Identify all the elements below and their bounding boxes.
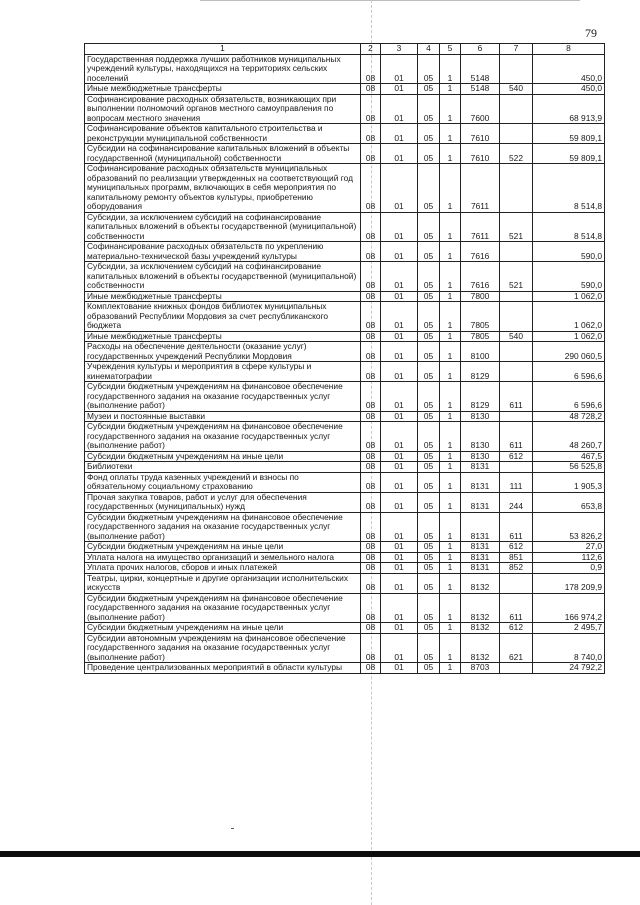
top-scan-rule bbox=[200, 0, 580, 1]
program-code-cell: 05 bbox=[418, 342, 440, 362]
expense-type-cell: 522 bbox=[500, 144, 533, 164]
subsection-code-cell: 01 bbox=[381, 411, 418, 422]
subsection-code-cell: 01 bbox=[381, 573, 418, 593]
column-header-3: 3 bbox=[381, 44, 418, 55]
subprogram-code-cell: 1 bbox=[440, 411, 461, 422]
section-code-cell: 08 bbox=[361, 291, 381, 302]
row-name-cell: Комплектование книжных фондов библиотек муниципальных образований Республики Мордовия за счет республиканского бюджета bbox=[85, 302, 361, 332]
subsection-code-cell: 01 bbox=[381, 492, 418, 512]
subsection-code-cell: 01 bbox=[381, 262, 418, 292]
amount-cell: 178 209,9 bbox=[533, 573, 605, 593]
program-code-cell: 05 bbox=[418, 542, 440, 553]
row-name-cell: Государственная поддержка лучших работников муниципальных учреждений культуры, находящихся на территориях сельских поселений bbox=[85, 54, 361, 84]
subsection-code-cell: 01 bbox=[381, 623, 418, 634]
subsection-code-cell: 01 bbox=[381, 94, 418, 124]
subsection-code-cell: 01 bbox=[381, 422, 418, 452]
expense-type-cell bbox=[500, 94, 533, 124]
expense-type-cell: 540 bbox=[500, 84, 533, 95]
table-row bbox=[85, 633, 605, 663]
section-code-cell: 08 bbox=[361, 563, 381, 574]
expense-type-cell: 621 bbox=[500, 633, 533, 663]
table-row bbox=[85, 302, 605, 332]
section-code-cell: 08 bbox=[361, 462, 381, 473]
table-row bbox=[85, 144, 605, 164]
target-code-cell: 8131 bbox=[461, 552, 500, 563]
table-row bbox=[85, 492, 605, 512]
table-row bbox=[85, 462, 605, 473]
program-code-cell: 05 bbox=[418, 362, 440, 382]
subprogram-code-cell: 1 bbox=[440, 164, 461, 213]
table-row bbox=[85, 124, 605, 144]
program-code-cell: 05 bbox=[418, 462, 440, 473]
table-row bbox=[85, 512, 605, 542]
row-name-cell: Уплата прочих налогов, сборов и иных платежей bbox=[85, 563, 361, 574]
expense-type-cell: 521 bbox=[500, 212, 533, 242]
program-code-cell: 05 bbox=[418, 124, 440, 144]
amount-cell: 1 062,0 bbox=[533, 302, 605, 332]
section-code-cell: 08 bbox=[361, 573, 381, 593]
amount-cell: 8 514,8 bbox=[533, 164, 605, 213]
page-number: 79 bbox=[585, 26, 597, 40]
target-code-cell: 8100 bbox=[461, 342, 500, 362]
subprogram-code-cell: 1 bbox=[440, 593, 461, 623]
program-code-cell: 05 bbox=[418, 451, 440, 462]
table-row bbox=[85, 563, 605, 574]
subprogram-code-cell: 1 bbox=[440, 262, 461, 292]
section-code-cell: 08 bbox=[361, 411, 381, 422]
row-name-cell: Библиотеки bbox=[85, 462, 361, 473]
amount-cell: 653,8 bbox=[533, 492, 605, 512]
target-code-cell: 8129 bbox=[461, 382, 500, 412]
amount-cell: 1 062,0 bbox=[533, 291, 605, 302]
subsection-code-cell: 01 bbox=[381, 342, 418, 362]
program-code-cell: 05 bbox=[418, 212, 440, 242]
subsection-code-cell: 01 bbox=[381, 563, 418, 574]
expense-type-cell: 540 bbox=[500, 331, 533, 342]
column-header-1: 1 bbox=[85, 44, 361, 55]
subsection-code-cell: 01 bbox=[381, 512, 418, 542]
row-name-cell: Софинансирование объектов капитального строительства и реконструкции муниципальной собственности bbox=[85, 124, 361, 144]
amount-cell: 59 809,1 bbox=[533, 144, 605, 164]
subprogram-code-cell: 1 bbox=[440, 552, 461, 563]
table-row bbox=[85, 382, 605, 412]
section-code-cell: 08 bbox=[361, 542, 381, 553]
amount-cell: 290 060,5 bbox=[533, 342, 605, 362]
row-name-cell: Субсидии бюджетным учреждениям на финансовое обеспечение государственного задания на оказание государственных услуг (выполнение работ) bbox=[85, 422, 361, 452]
target-code-cell: 8129 bbox=[461, 362, 500, 382]
amount-cell: 166 974,2 bbox=[533, 593, 605, 623]
section-code-cell: 08 bbox=[361, 164, 381, 213]
subsection-code-cell: 01 bbox=[381, 331, 418, 342]
subprogram-code-cell: 1 bbox=[440, 342, 461, 362]
program-code-cell: 05 bbox=[418, 472, 440, 492]
expense-type-cell bbox=[500, 342, 533, 362]
table-row bbox=[85, 593, 605, 623]
column-header-5: 5 bbox=[440, 44, 461, 55]
target-code-cell: 8131 bbox=[461, 563, 500, 574]
amount-cell: 0,9 bbox=[533, 563, 605, 574]
subprogram-code-cell: 1 bbox=[440, 492, 461, 512]
subprogram-code-cell: 1 bbox=[440, 291, 461, 302]
section-code-cell: 08 bbox=[361, 342, 381, 362]
expense-type-cell: 611 bbox=[500, 382, 533, 412]
row-name-cell: Иные межбюджетные трансферты bbox=[85, 291, 361, 302]
table-row bbox=[85, 212, 605, 242]
target-code-cell: 8132 bbox=[461, 573, 500, 593]
expense-type-cell: 111 bbox=[500, 472, 533, 492]
table-row bbox=[85, 472, 605, 492]
expense-type-cell: 852 bbox=[500, 563, 533, 574]
subprogram-code-cell: 1 bbox=[440, 633, 461, 663]
table-row bbox=[85, 552, 605, 563]
amount-cell: 6 596,6 bbox=[533, 362, 605, 382]
target-code-cell: 7610 bbox=[461, 144, 500, 164]
program-code-cell: 05 bbox=[418, 593, 440, 623]
table-row bbox=[85, 54, 605, 84]
table-row bbox=[85, 663, 605, 674]
row-name-cell: Субсидии бюджетным учреждениям на финансовое обеспечение государственного задания на оказание государственных услуг (выполнение работ) bbox=[85, 512, 361, 542]
subsection-code-cell: 01 bbox=[381, 593, 418, 623]
table-row bbox=[85, 422, 605, 452]
target-code-cell: 7616 bbox=[461, 242, 500, 262]
expense-type-cell bbox=[500, 411, 533, 422]
subprogram-code-cell: 1 bbox=[440, 362, 461, 382]
table-row bbox=[85, 623, 605, 634]
target-code-cell: 8132 bbox=[461, 633, 500, 663]
target-code-cell: 5148 bbox=[461, 84, 500, 95]
target-code-cell: 5148 bbox=[461, 54, 500, 84]
section-code-cell: 08 bbox=[361, 144, 381, 164]
amount-cell: 56 525,8 bbox=[533, 462, 605, 473]
subprogram-code-cell: 1 bbox=[440, 462, 461, 473]
program-code-cell: 05 bbox=[418, 552, 440, 563]
target-code-cell: 7610 bbox=[461, 124, 500, 144]
amount-cell: 8 514,8 bbox=[533, 212, 605, 242]
expense-type-cell: 612 bbox=[500, 623, 533, 634]
section-code-cell: 08 bbox=[361, 623, 381, 634]
program-code-cell: 05 bbox=[418, 242, 440, 262]
amount-cell: 450,0 bbox=[533, 54, 605, 84]
program-code-cell: 05 bbox=[418, 633, 440, 663]
section-code-cell: 08 bbox=[361, 422, 381, 452]
subsection-code-cell: 01 bbox=[381, 54, 418, 84]
subprogram-code-cell: 1 bbox=[440, 242, 461, 262]
expense-type-cell: 611 bbox=[500, 512, 533, 542]
target-code-cell: 7611 bbox=[461, 212, 500, 242]
expense-type-cell: 521 bbox=[500, 262, 533, 292]
amount-cell: 68 913,9 bbox=[533, 94, 605, 124]
section-code-cell: 08 bbox=[361, 242, 381, 262]
column-header-7: 7 bbox=[500, 44, 533, 55]
amount-cell: 53 826,2 bbox=[533, 512, 605, 542]
subprogram-code-cell: 1 bbox=[440, 94, 461, 124]
target-code-cell: 8131 bbox=[461, 462, 500, 473]
program-code-cell: 05 bbox=[418, 492, 440, 512]
expense-type-cell bbox=[500, 462, 533, 473]
section-code-cell: 08 bbox=[361, 54, 381, 84]
program-code-cell: 05 bbox=[418, 512, 440, 542]
table-row bbox=[85, 573, 605, 593]
section-code-cell: 08 bbox=[361, 472, 381, 492]
section-code-cell: 08 bbox=[361, 492, 381, 512]
target-code-cell: 8131 bbox=[461, 472, 500, 492]
section-code-cell: 08 bbox=[361, 512, 381, 542]
amount-cell: 8 740,0 bbox=[533, 633, 605, 663]
table-row bbox=[85, 84, 605, 95]
subprogram-code-cell: 1 bbox=[440, 144, 461, 164]
header-row bbox=[85, 44, 605, 55]
table-row bbox=[85, 164, 605, 213]
section-code-cell: 08 bbox=[361, 212, 381, 242]
subsection-code-cell: 01 bbox=[381, 124, 418, 144]
row-name-cell: Субсидии, за исключением субсидий на софинансирование капитальных вложений в объекты государственной (муниципальной) собственности bbox=[85, 212, 361, 242]
subsection-code-cell: 01 bbox=[381, 382, 418, 412]
program-code-cell: 05 bbox=[418, 563, 440, 574]
section-code-cell: 08 bbox=[361, 633, 381, 663]
target-code-cell: 8131 bbox=[461, 542, 500, 553]
row-name-cell: Софинансирование расходных обязательств, возникающих при выполнении полномочий органов местного самоуправления по вопросам местного значения bbox=[85, 94, 361, 124]
program-code-cell: 05 bbox=[418, 331, 440, 342]
target-code-cell: 8130 bbox=[461, 422, 500, 452]
program-code-cell: 05 bbox=[418, 411, 440, 422]
expense-type-cell bbox=[500, 164, 533, 213]
table-row bbox=[85, 242, 605, 262]
program-code-cell: 05 bbox=[418, 262, 440, 292]
amount-cell: 2 495,7 bbox=[533, 623, 605, 634]
row-name-cell: Субсидии бюджетным учреждениям на иные цели bbox=[85, 451, 361, 462]
subsection-code-cell: 01 bbox=[381, 302, 418, 332]
target-code-cell: 8132 bbox=[461, 593, 500, 623]
row-name-cell: Учреждения культуры и мероприятия в сфере культуры и кинематографии bbox=[85, 362, 361, 382]
expense-type-cell: 612 bbox=[500, 542, 533, 553]
subsection-code-cell: 01 bbox=[381, 552, 418, 563]
amount-cell: 1 905,3 bbox=[533, 472, 605, 492]
subprogram-code-cell: 1 bbox=[440, 542, 461, 553]
subsection-code-cell: 01 bbox=[381, 164, 418, 213]
row-name-cell: Уплата налога на имущество организаций и земельного налога bbox=[85, 552, 361, 563]
subsection-code-cell: 01 bbox=[381, 451, 418, 462]
subprogram-code-cell: 1 bbox=[440, 663, 461, 674]
section-code-cell: 08 bbox=[361, 84, 381, 95]
program-code-cell: 05 bbox=[418, 94, 440, 124]
row-name-cell: Субсидии бюджетным учреждениям на финансовое обеспечение государственного задания на оказание государственных услуг (выполнение работ) bbox=[85, 593, 361, 623]
section-code-cell: 08 bbox=[361, 552, 381, 563]
program-code-cell: 05 bbox=[418, 302, 440, 332]
target-code-cell: 7800 bbox=[461, 291, 500, 302]
target-code-cell: 7611 bbox=[461, 164, 500, 213]
target-code-cell: 7805 bbox=[461, 331, 500, 342]
column-header-2: 2 bbox=[361, 44, 381, 55]
column-header-4: 4 bbox=[418, 44, 440, 55]
target-code-cell: 8130 bbox=[461, 411, 500, 422]
subsection-code-cell: 01 bbox=[381, 663, 418, 674]
subsection-code-cell: 01 bbox=[381, 472, 418, 492]
subprogram-code-cell: 1 bbox=[440, 84, 461, 95]
target-code-cell: 8130 bbox=[461, 451, 500, 462]
subsection-code-cell: 01 bbox=[381, 84, 418, 95]
row-name-cell: Софинансирование расходных обязательств муниципальных образований по реализации утвержденных на соответствующий год муниципальных программ, включающих в себя мероприятия по капитальному ремонту объектов культуры, приобретению оборудования bbox=[85, 164, 361, 213]
section-code-cell: 08 bbox=[361, 362, 381, 382]
section-code-cell: 08 bbox=[361, 302, 381, 332]
target-code-cell: 8131 bbox=[461, 512, 500, 542]
amount-cell: 1 062,0 bbox=[533, 331, 605, 342]
row-name-cell: Расходы на обеспечение деятельности (оказание услуг) государственных учреждений Республики Мордовия bbox=[85, 342, 361, 362]
program-code-cell: 05 bbox=[418, 164, 440, 213]
program-code-cell: 05 bbox=[418, 54, 440, 84]
row-name-cell: Проведение централизованных мероприятий в области культуры bbox=[85, 663, 361, 674]
row-name-cell: Иные межбюджетные трансферты bbox=[85, 331, 361, 342]
subsection-code-cell: 01 bbox=[381, 144, 418, 164]
expense-type-cell bbox=[500, 573, 533, 593]
program-code-cell: 05 bbox=[418, 382, 440, 412]
program-code-cell: 05 bbox=[418, 422, 440, 452]
row-name-cell: Фонд оплаты труда казенных учреждений и взносы по обязательному социальному страхованию bbox=[85, 472, 361, 492]
row-name-cell: Театры, цирки, концертные и другие организации исполнительских искусств bbox=[85, 573, 361, 593]
amount-cell: 27,0 bbox=[533, 542, 605, 553]
amount-cell: 590,0 bbox=[533, 242, 605, 262]
amount-cell: 450,0 bbox=[533, 84, 605, 95]
amount-cell: 24 792,2 bbox=[533, 663, 605, 674]
row-name-cell: Субсидии бюджетным учреждениям на финансовое обеспечение государственного задания на оказание государственных услуг (выполнение работ) bbox=[85, 382, 361, 412]
subprogram-code-cell: 1 bbox=[440, 472, 461, 492]
section-code-cell: 08 bbox=[361, 663, 381, 674]
subprogram-code-cell: 1 bbox=[440, 331, 461, 342]
target-code-cell: 7805 bbox=[461, 302, 500, 332]
bottom-border-line bbox=[0, 851, 640, 857]
subprogram-code-cell: 1 bbox=[440, 573, 461, 593]
expense-type-cell: 612 bbox=[500, 451, 533, 462]
expense-type-cell: 851 bbox=[500, 552, 533, 563]
amount-cell: 48 728,2 bbox=[533, 411, 605, 422]
expense-type-cell: 244 bbox=[500, 492, 533, 512]
table-row bbox=[85, 94, 605, 124]
target-code-cell: 7600 bbox=[461, 94, 500, 124]
subprogram-code-cell: 1 bbox=[440, 422, 461, 452]
subsection-code-cell: 01 bbox=[381, 291, 418, 302]
subsection-code-cell: 01 bbox=[381, 212, 418, 242]
table-row bbox=[85, 542, 605, 553]
subsection-code-cell: 01 bbox=[381, 362, 418, 382]
expense-type-cell bbox=[500, 54, 533, 84]
subprogram-code-cell: 1 bbox=[440, 382, 461, 412]
row-name-cell: Субсидии бюджетным учреждениям на иные цели bbox=[85, 623, 361, 634]
column-header-8: 8 bbox=[533, 44, 605, 55]
subprogram-code-cell: 1 bbox=[440, 623, 461, 634]
scan-mark bbox=[231, 828, 234, 829]
row-name-cell: Субсидии на софинансирование капитальных вложений в объекты государственной (муниципальной) собственности bbox=[85, 144, 361, 164]
table-row bbox=[85, 451, 605, 462]
subprogram-code-cell: 1 bbox=[440, 124, 461, 144]
row-name-cell: Музеи и постоянные выставки bbox=[85, 411, 361, 422]
target-code-cell: 7616 bbox=[461, 262, 500, 292]
subprogram-code-cell: 1 bbox=[440, 563, 461, 574]
row-name-cell: Субсидии автономным учреждениям на финансовое обеспечение государственного задания на оказание государственных услуг (выполнение работ) bbox=[85, 633, 361, 663]
section-code-cell: 08 bbox=[361, 124, 381, 144]
subsection-code-cell: 01 bbox=[381, 542, 418, 553]
row-name-cell: Прочая закупка товаров, работ и услуг для обеспечения государственных (муниципальных) нужд bbox=[85, 492, 361, 512]
row-name-cell: Софинансирование расходных обязательств по укреплению материально-технической базы учреждений культуры bbox=[85, 242, 361, 262]
amount-cell: 590,0 bbox=[533, 262, 605, 292]
amount-cell: 6 596,6 bbox=[533, 382, 605, 412]
table-body bbox=[85, 54, 605, 673]
program-code-cell: 05 bbox=[418, 291, 440, 302]
program-code-cell: 05 bbox=[418, 84, 440, 95]
subsection-code-cell: 01 bbox=[381, 633, 418, 663]
target-code-cell: 8703 bbox=[461, 663, 500, 674]
subprogram-code-cell: 1 bbox=[440, 451, 461, 462]
expense-type-cell: 611 bbox=[500, 593, 533, 623]
expense-type-cell bbox=[500, 302, 533, 332]
program-code-cell: 05 bbox=[418, 623, 440, 634]
target-code-cell: 8131 bbox=[461, 492, 500, 512]
amount-cell: 112,6 bbox=[533, 552, 605, 563]
column-header-6: 6 bbox=[461, 44, 500, 55]
table-header bbox=[85, 44, 605, 55]
subsection-code-cell: 01 bbox=[381, 462, 418, 473]
subprogram-code-cell: 1 bbox=[440, 212, 461, 242]
row-name-cell: Иные межбюджетные трансферты bbox=[85, 84, 361, 95]
section-code-cell: 08 bbox=[361, 331, 381, 342]
table-row bbox=[85, 291, 605, 302]
table-row bbox=[85, 342, 605, 362]
expense-type-cell bbox=[500, 242, 533, 262]
section-code-cell: 08 bbox=[361, 94, 381, 124]
target-code-cell: 8132 bbox=[461, 623, 500, 634]
section-code-cell: 08 bbox=[361, 593, 381, 623]
expense-type-cell bbox=[500, 124, 533, 144]
expense-type-cell bbox=[500, 663, 533, 674]
expense-type-cell bbox=[500, 291, 533, 302]
table-row bbox=[85, 362, 605, 382]
program-code-cell: 05 bbox=[418, 573, 440, 593]
program-code-cell: 05 bbox=[418, 144, 440, 164]
table-row bbox=[85, 411, 605, 422]
section-code-cell: 08 bbox=[361, 451, 381, 462]
subprogram-code-cell: 1 bbox=[440, 512, 461, 542]
section-code-cell: 08 bbox=[361, 262, 381, 292]
amount-cell: 48 260,7 bbox=[533, 422, 605, 452]
amount-cell: 467,5 bbox=[533, 451, 605, 462]
subprogram-code-cell: 1 bbox=[440, 54, 461, 84]
amount-cell: 59 809,1 bbox=[533, 124, 605, 144]
expense-type-cell: 611 bbox=[500, 422, 533, 452]
row-name-cell: Субсидии бюджетным учреждениям на иные цели bbox=[85, 542, 361, 553]
expense-type-cell bbox=[500, 362, 533, 382]
section-code-cell: 08 bbox=[361, 382, 381, 412]
budget-table bbox=[84, 43, 605, 674]
table-row bbox=[85, 331, 605, 342]
table-row bbox=[85, 262, 605, 292]
program-code-cell: 05 bbox=[418, 663, 440, 674]
subprogram-code-cell: 1 bbox=[440, 302, 461, 332]
row-name-cell: Субсидии, за исключением субсидий на софинансирование капитальных вложений в объекты государственной (муниципальной) собственности bbox=[85, 262, 361, 292]
subsection-code-cell: 01 bbox=[381, 242, 418, 262]
